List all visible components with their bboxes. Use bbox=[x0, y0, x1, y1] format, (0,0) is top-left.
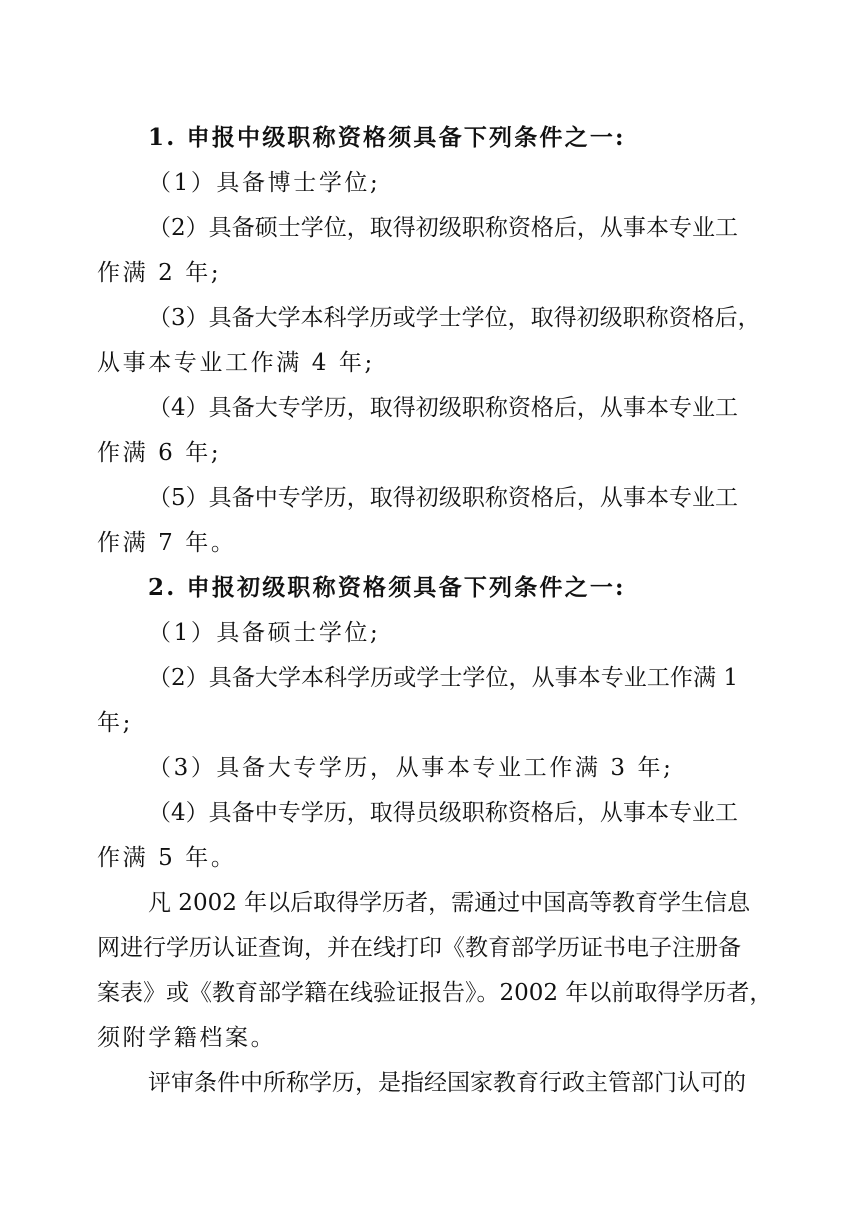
condition-line: （5）具备中专学历，取得初级职称资格后，从事本专业工 bbox=[148, 485, 738, 511]
section-heading-junior: 2. 申报初级职称资格须具备下列条件之一: bbox=[148, 574, 626, 601]
section-heading-intermediate: 1. 申报中级职称资格须具备下列条件之一: bbox=[148, 124, 626, 151]
condition-line-continued: 作满 7 年。 bbox=[97, 530, 237, 556]
condition-line: （3）具备大专学历，从事本专业工作满 3 年; bbox=[148, 755, 674, 781]
condition-line: （2）具备硕士学位，取得初级职称资格后，从事本专业工 bbox=[148, 215, 738, 241]
paragraph-line: 评审条件中所称学历，是指经国家教育行政主管部门认可的 bbox=[148, 1070, 746, 1096]
condition-line: （2）具备大学本科学历或学士学位，从事本专业工作满 1 bbox=[148, 665, 738, 691]
condition-line: （4）具备大专学历，取得初级职称资格后，从事本专业工 bbox=[148, 395, 738, 421]
condition-line-continued: 作满 6 年; bbox=[97, 440, 222, 466]
paragraph-line: 网进行学历认证查询，并在线打印《教育部学历证书电子注册备 bbox=[97, 935, 741, 961]
paragraph-line: 须附学籍档案。 bbox=[97, 1025, 277, 1051]
paragraph-line: 案表》或《教育部学籍在线验证报告》。2002 年以前取得学历者， bbox=[97, 980, 773, 1006]
condition-line: （3）具备大学本科学历或学士学位，取得初级职称资格后， bbox=[148, 305, 761, 331]
condition-line-continued: 作满 5 年。 bbox=[97, 845, 237, 871]
condition-line-continued: 作满 2 年; bbox=[97, 260, 222, 286]
condition-line: （1）具备博士学位; bbox=[148, 170, 381, 196]
condition-line-continued: 从事本专业工作满 4 年; bbox=[97, 350, 375, 376]
condition-line: （1）具备硕士学位; bbox=[148, 620, 381, 646]
paragraph-line: 凡 2002 年以后取得学历者，需通过中国高等教育学生信息 bbox=[148, 890, 751, 916]
condition-line-continued: 年; bbox=[97, 710, 133, 736]
condition-line: （4）具备中专学历，取得员级职称资格后，从事本专业工 bbox=[148, 800, 738, 826]
